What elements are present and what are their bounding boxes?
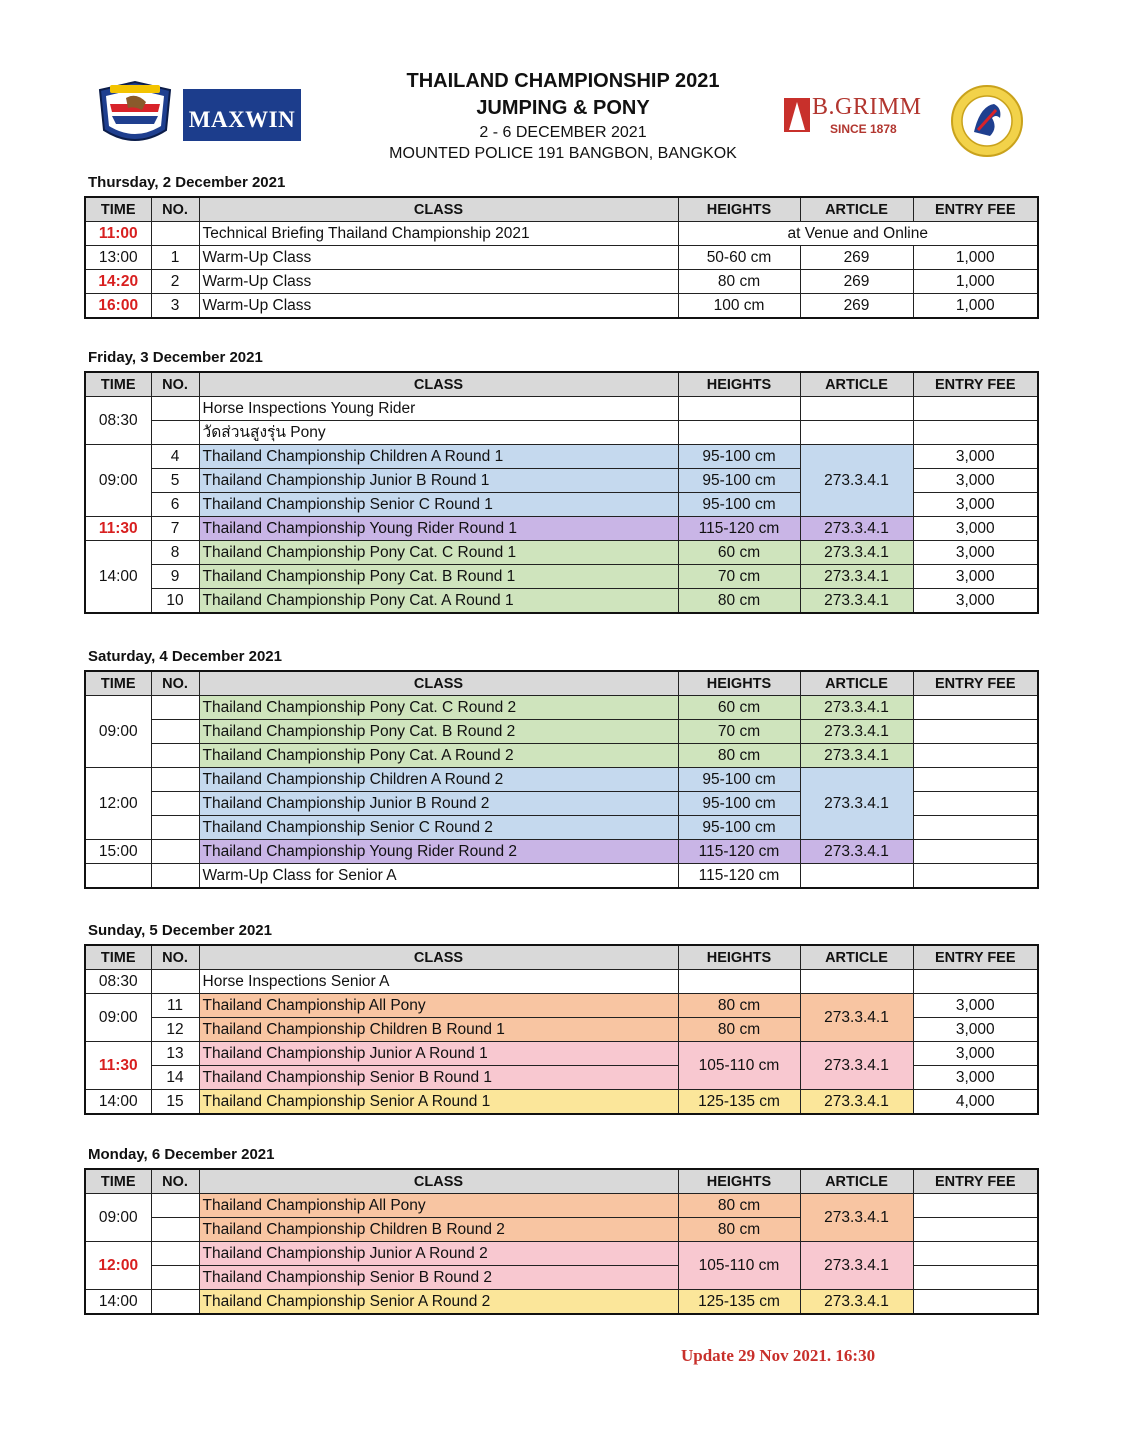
article-cell: 273.3.4.1: [800, 1242, 913, 1290]
schedule-table-friday: [84, 371, 1039, 614]
heights-cell: 95-100 cm: [678, 768, 800, 792]
table-row: [85, 1194, 1038, 1218]
fee-cell: 3,000: [913, 994, 1038, 1018]
col-heights: HEIGHTS: [678, 1169, 800, 1194]
time-cell: 14:00: [85, 1090, 151, 1115]
time-cell: 11:30: [85, 1042, 151, 1090]
heights-cell: 125-135 cm: [678, 1090, 800, 1115]
class-cell: Thailand Championship Senior A Round 2: [199, 1290, 678, 1315]
no-cell: [151, 744, 199, 768]
col-class: CLASS: [199, 1169, 678, 1194]
class-cell: Thailand Championship Pony Cat. C Round 1: [199, 541, 678, 565]
table-header-row: [85, 372, 1038, 397]
class-cell: Thailand Championship Children A Round 2: [199, 768, 678, 792]
heights-cell: 80 cm: [678, 1194, 800, 1218]
no-cell: [151, 720, 199, 744]
no-cell: 10: [151, 589, 199, 614]
class-cell: Thailand Championship Pony Cat. B Round 1: [199, 565, 678, 589]
fee-cell: [913, 1194, 1038, 1218]
table-row: [85, 768, 1038, 792]
class-cell: Thailand Championship Junior B Round 1: [199, 469, 678, 493]
time-cell: 15:00: [85, 840, 151, 864]
article-cell: 273.3.4.1: [800, 720, 913, 744]
col-heights: HEIGHTS: [678, 197, 800, 222]
table-header-row: [85, 671, 1038, 696]
class-cell: วัดส่วนสูงรุ่น Pony: [199, 421, 678, 445]
table-row: [85, 397, 1038, 421]
col-time: TIME: [85, 945, 151, 970]
col-no: NO.: [151, 197, 199, 222]
col-article: ARTICLE: [800, 945, 913, 970]
col-no: NO.: [151, 372, 199, 397]
fee-cell: [913, 421, 1038, 445]
time-cell: 09:00: [85, 1194, 151, 1242]
fee-cell: 3,000: [913, 1066, 1038, 1090]
time-cell: 14:20: [85, 270, 151, 294]
fee-cell: 3,000: [913, 445, 1038, 469]
no-cell: 11: [151, 994, 199, 1018]
no-cell: [151, 1290, 199, 1315]
fee-cell: [913, 768, 1038, 792]
fee-cell: 4,000: [913, 1090, 1038, 1115]
no-cell: [151, 1266, 199, 1290]
article-cell: 273.3.4.1: [800, 1042, 913, 1090]
no-cell: 1: [151, 246, 199, 270]
no-cell: 4: [151, 445, 199, 469]
fee-cell: 3,000: [913, 589, 1038, 614]
table-row: [85, 589, 1038, 614]
class-cell: Thailand Championship Junior B Round 2: [199, 792, 678, 816]
time-cell: 09:00: [85, 445, 151, 517]
fee-cell: 1,000: [913, 270, 1038, 294]
col-no: NO.: [151, 671, 199, 696]
col-article: ARTICLE: [800, 197, 913, 222]
heights-cell: [678, 397, 800, 421]
class-cell: Thailand Championship Senior C Round 1: [199, 493, 678, 517]
class-cell: Warm-Up Class: [199, 246, 678, 270]
fee-cell: 3,000: [913, 493, 1038, 517]
day-title-monday: Monday, 6 December 2021: [88, 1146, 275, 1163]
class-cell: Thailand Championship Senior A Round 1: [199, 1090, 678, 1115]
heights-cell: 80 cm: [678, 589, 800, 614]
heights-cell: 95-100 cm: [678, 493, 800, 517]
fee-cell: 1,000: [913, 246, 1038, 270]
class-cell: Thailand Championship Young Rider Round 2: [199, 840, 678, 864]
heights-cell: 70 cm: [678, 565, 800, 589]
table-row: [85, 445, 1038, 469]
heights-cell: 125-135 cm: [678, 1290, 800, 1315]
table-row: [85, 1090, 1038, 1115]
class-cell: Warm-Up Class for Senior A: [199, 864, 678, 889]
fee-cell: [913, 1266, 1038, 1290]
col-class: CLASS: [199, 197, 678, 222]
fee-cell: 1,000: [913, 294, 1038, 319]
col-fee: ENTRY FEE: [913, 372, 1038, 397]
table-row: [85, 1042, 1038, 1066]
class-cell: Horse Inspections Young Rider: [199, 397, 678, 421]
update-note: Update 29 Nov 2021. 16:30: [681, 1346, 876, 1365]
schedule-table-saturday: [84, 670, 1039, 889]
heights-cell: 60 cm: [678, 696, 800, 720]
time-cell: 13:00: [85, 246, 151, 270]
class-cell: Thailand Championship Pony Cat. A Round 2: [199, 744, 678, 768]
time-cell: 12:00: [85, 1242, 151, 1290]
fee-cell: [913, 1290, 1038, 1315]
heights-cell: 115-120 cm: [678, 517, 800, 541]
schedule-table-monday: [84, 1168, 1039, 1315]
time-cell: 09:00: [85, 696, 151, 768]
mounted-police-logo: [96, 80, 174, 151]
col-class: CLASS: [199, 671, 678, 696]
class-cell: Thailand Championship Children B Round 1: [199, 1018, 678, 1042]
article-cell: [800, 970, 913, 994]
no-cell: 7: [151, 517, 199, 541]
class-cell: Horse Inspections Senior A: [199, 970, 678, 994]
event-dates: 2 - 6 DECEMBER 2021: [479, 124, 647, 141]
heights-cell: 95-100 cm: [678, 792, 800, 816]
time-cell: 14:00: [85, 541, 151, 614]
article-cell: 269: [800, 294, 913, 319]
no-cell: [151, 768, 199, 792]
merged-info-cell: at Venue and Online: [678, 222, 1038, 246]
class-cell: Thailand Championship All Pony: [199, 994, 678, 1018]
heights-cell: 80 cm: [678, 744, 800, 768]
time-cell: 09:00: [85, 994, 151, 1042]
fee-cell: [913, 397, 1038, 421]
table-row: [85, 517, 1038, 541]
article-cell: [800, 421, 913, 445]
col-heights: HEIGHTS: [678, 372, 800, 397]
col-no: NO.: [151, 945, 199, 970]
time-cell: 11:00: [85, 222, 151, 246]
class-cell: Thailand Championship All Pony: [199, 1194, 678, 1218]
table-header-row: [85, 197, 1038, 222]
fee-cell: [913, 744, 1038, 768]
no-cell: [151, 864, 199, 889]
heights-cell: 80 cm: [678, 1218, 800, 1242]
col-article: ARTICLE: [800, 1169, 913, 1194]
fee-cell: 3,000: [913, 517, 1038, 541]
schedule-table-thursday: [84, 196, 1039, 319]
heights-cell: [678, 970, 800, 994]
class-cell: Warm-Up Class: [199, 294, 678, 319]
no-cell: [151, 222, 199, 246]
article-cell: 273.3.4.1: [800, 744, 913, 768]
fee-cell: [913, 1218, 1038, 1242]
col-article: ARTICLE: [800, 372, 913, 397]
fee-cell: [913, 720, 1038, 744]
table-row: [85, 840, 1038, 864]
article-cell: 273.3.4.1: [800, 445, 913, 517]
table-row: [85, 421, 1038, 445]
article-cell: 273.3.4.1: [800, 994, 913, 1042]
table-row: [85, 970, 1038, 994]
table-row: [85, 696, 1038, 720]
time-cell: 08:30: [85, 970, 151, 994]
article-cell: [800, 397, 913, 421]
article-cell: 273.3.4.1: [800, 1090, 913, 1115]
table-row: [85, 565, 1038, 589]
no-cell: 3: [151, 294, 199, 319]
day-title-sunday: Sunday, 5 December 2021: [88, 922, 272, 939]
article-cell: 269: [800, 246, 913, 270]
heights-cell: 80 cm: [678, 994, 800, 1018]
no-cell: [151, 1242, 199, 1266]
table-row: [85, 541, 1038, 565]
col-time: TIME: [85, 1169, 151, 1194]
heights-cell: 105-110 cm: [678, 1242, 800, 1290]
bgrimm-logo: B.GRIMM SINCE 1878: [784, 96, 924, 141]
col-fee: ENTRY FEE: [913, 671, 1038, 696]
table-header-row: [85, 1169, 1038, 1194]
time-cell: 11:30: [85, 517, 151, 541]
fee-cell: 3,000: [913, 565, 1038, 589]
class-cell: Thailand Championship Senior B Round 1: [199, 1066, 678, 1090]
fee-cell: [913, 792, 1038, 816]
heights-cell: 80 cm: [678, 1018, 800, 1042]
col-heights: HEIGHTS: [678, 945, 800, 970]
article-cell: 273.3.4.1: [800, 589, 913, 614]
article-cell: 273.3.4.1: [800, 565, 913, 589]
no-cell: [151, 696, 199, 720]
time-cell: 12:00: [85, 768, 151, 840]
no-cell: 5: [151, 469, 199, 493]
class-cell: Thailand Championship Junior A Round 2: [199, 1242, 678, 1266]
time-cell: 08:30: [85, 397, 151, 445]
table-row: [85, 744, 1038, 768]
no-cell: [151, 840, 199, 864]
day-title-friday: Friday, 3 December 2021: [88, 349, 263, 366]
no-cell: 6: [151, 493, 199, 517]
heights-cell: 115-120 cm: [678, 864, 800, 889]
class-cell: Technical Briefing Thailand Championship 2021: [199, 222, 678, 246]
fee-cell: 3,000: [913, 1042, 1038, 1066]
class-cell: Thailand Championship Junior A Round 1: [199, 1042, 678, 1066]
schedule-table-sunday: [84, 944, 1039, 1115]
article-cell: 273.3.4.1: [800, 1194, 913, 1242]
class-cell: Thailand Championship Pony Cat. C Round 2: [199, 696, 678, 720]
event-subtitle: JUMPING & PONY: [476, 97, 650, 119]
no-cell: [151, 816, 199, 840]
no-cell: [151, 421, 199, 445]
article-cell: 273.3.4.1: [800, 1290, 913, 1315]
no-cell: [151, 970, 199, 994]
class-cell: Thailand Championship Senior B Round 2: [199, 1266, 678, 1290]
class-cell: Thailand Championship Senior C Round 2: [199, 816, 678, 840]
col-class: CLASS: [199, 945, 678, 970]
article-cell: 273.3.4.1: [800, 541, 913, 565]
table-row: [85, 994, 1038, 1018]
fee-cell: 3,000: [913, 469, 1038, 493]
class-cell: Thailand Championship Pony Cat. B Round 2: [199, 720, 678, 744]
article-cell: [800, 864, 913, 889]
fee-cell: 3,000: [913, 541, 1038, 565]
heights-cell: 95-100 cm: [678, 445, 800, 469]
class-cell: Thailand Championship Pony Cat. A Round 1: [199, 589, 678, 614]
article-cell: 273.3.4.1: [800, 768, 913, 840]
no-cell: 9: [151, 565, 199, 589]
col-article: ARTICLE: [800, 671, 913, 696]
no-cell: [151, 1218, 199, 1242]
heights-cell: 100 cm: [678, 294, 800, 319]
heights-cell: 80 cm: [678, 270, 800, 294]
time-cell: 14:00: [85, 1290, 151, 1315]
no-cell: [151, 397, 199, 421]
table-row: [85, 1290, 1038, 1315]
fee-cell: [913, 1242, 1038, 1266]
col-fee: ENTRY FEE: [913, 197, 1038, 222]
fee-cell: [913, 696, 1038, 720]
col-fee: ENTRY FEE: [913, 945, 1038, 970]
event-title: THAILAND CHAMPIONSHIP 2021: [406, 70, 720, 92]
time-cell: 16:00: [85, 294, 151, 319]
class-cell: Warm-Up Class: [199, 270, 678, 294]
heights-cell: 115-120 cm: [678, 840, 800, 864]
fee-cell: 3,000: [913, 1018, 1038, 1042]
no-cell: 12: [151, 1018, 199, 1042]
table-row: [85, 864, 1038, 889]
event-venue: MOUNTED POLICE 191 BANGBON, BANGKOK: [389, 145, 737, 162]
article-cell: 273.3.4.1: [800, 840, 913, 864]
fee-cell: [913, 816, 1038, 840]
col-class: CLASS: [199, 372, 678, 397]
no-cell: [151, 1194, 199, 1218]
day-title-saturday: Saturday, 4 December 2021: [88, 648, 282, 665]
maxwin-logo: MAXWIN: [183, 89, 301, 141]
heights-cell: [678, 421, 800, 445]
fee-cell: [913, 840, 1038, 864]
heights-cell: 95-100 cm: [678, 469, 800, 493]
class-cell: Thailand Championship Children A Round 1: [199, 445, 678, 469]
col-time: TIME: [85, 671, 151, 696]
fee-cell: [913, 864, 1038, 889]
heights-cell: 95-100 cm: [678, 816, 800, 840]
heights-cell: 50-60 cm: [678, 246, 800, 270]
heights-cell: 70 cm: [678, 720, 800, 744]
heights-cell: 105-110 cm: [678, 1042, 800, 1090]
class-cell: Thailand Championship Children B Round 2: [199, 1218, 678, 1242]
class-cell: Thailand Championship Young Rider Round 1: [199, 517, 678, 541]
article-cell: 273.3.4.1: [800, 696, 913, 720]
heights-cell: 60 cm: [678, 541, 800, 565]
article-cell: 269: [800, 270, 913, 294]
table-row: [85, 294, 1038, 319]
col-fee: ENTRY FEE: [913, 1169, 1038, 1194]
table-row: [85, 270, 1038, 294]
article-cell: 273.3.4.1: [800, 517, 913, 541]
equestrian-federation-seal: [950, 84, 1024, 163]
no-cell: 15: [151, 1090, 199, 1115]
col-heights: HEIGHTS: [678, 671, 800, 696]
col-time: TIME: [85, 197, 151, 222]
no-cell: 8: [151, 541, 199, 565]
col-time: TIME: [85, 372, 151, 397]
table-row: [85, 1242, 1038, 1266]
table-header-row: [85, 945, 1038, 970]
no-cell: 2: [151, 270, 199, 294]
table-row: [85, 720, 1038, 744]
col-no: NO.: [151, 1169, 199, 1194]
time-cell: [85, 864, 151, 889]
table-row: [85, 246, 1038, 270]
no-cell: 13: [151, 1042, 199, 1066]
fee-cell: [913, 970, 1038, 994]
no-cell: 14: [151, 1066, 199, 1090]
day-title-thursday: Thursday, 2 December 2021: [88, 174, 286, 191]
table-row: [85, 222, 1038, 246]
no-cell: [151, 792, 199, 816]
